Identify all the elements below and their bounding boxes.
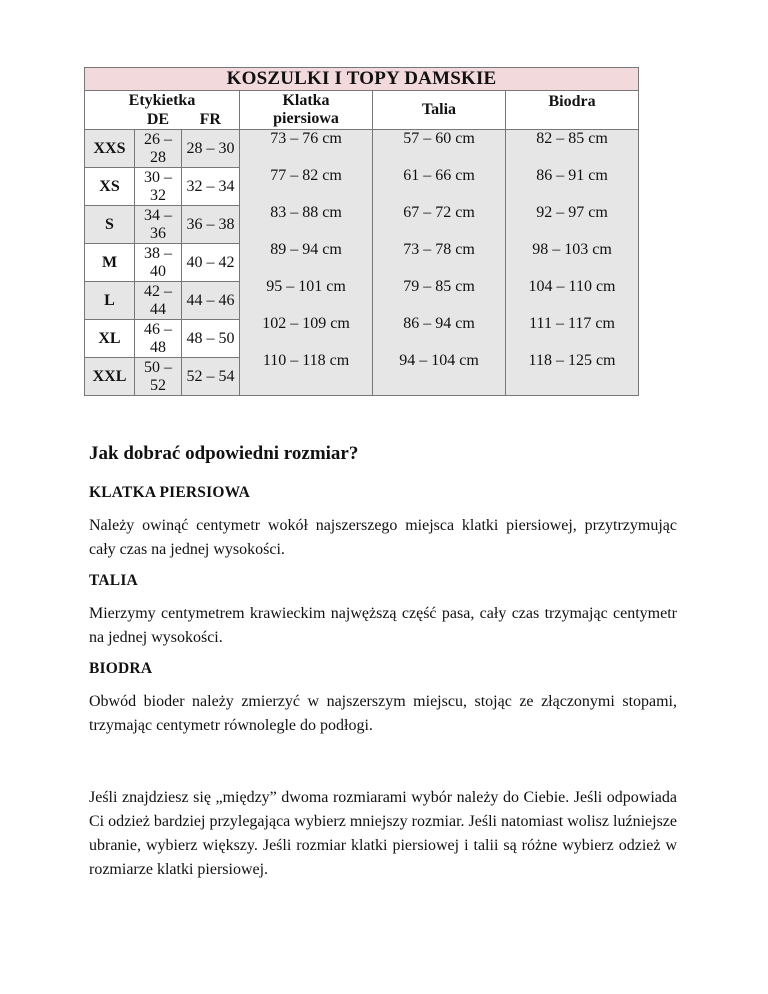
size-fr: 52 – 54 (182, 358, 240, 396)
biodra-value: 98 – 103 cm (532, 241, 612, 258)
klatka-column (240, 130, 373, 396)
talia-value: 79 – 85 cm (403, 278, 475, 295)
talia-value: 61 – 66 cm (403, 167, 475, 184)
size-label: M (85, 244, 135, 282)
talia-text: Mierzymy centymetrem krawieckim najwęższą część pasa, cały czas trzymając centymetr na jednej wysokości. (89, 605, 677, 646)
guide-heading: Jak dobrać odpowiedni rozmiar? (89, 443, 359, 464)
biodra-heading: BIODRA (89, 660, 153, 677)
size-fr: 32 – 34 (182, 168, 240, 206)
talia-value: 73 – 78 cm (403, 241, 475, 258)
size-table (84, 67, 639, 396)
klatka-value: 102 – 109 cm (262, 315, 350, 332)
biodra-value: 86 – 91 cm (536, 167, 608, 184)
size-label: XS (85, 168, 135, 206)
size-de: 26 – 28 (135, 130, 182, 168)
talia-value: 86 – 94 cm (403, 315, 475, 332)
klatka-value: 89 – 94 cm (270, 241, 342, 258)
size-fr: 44 – 46 (182, 282, 240, 320)
talia-value: 57 – 60 cm (403, 130, 475, 147)
header-klatka: Klatka piersiowa (240, 91, 373, 130)
size-fr: 48 – 50 (182, 320, 240, 358)
klatka-value: 110 – 118 cm (262, 352, 350, 369)
size-de: 34 – 36 (135, 206, 182, 244)
header-fr: FR (182, 111, 240, 130)
size-label: S (85, 206, 135, 244)
size-label: XL (85, 320, 135, 358)
klatka-value: 95 – 101 cm (266, 278, 346, 295)
talia-heading: TALIA (89, 572, 138, 589)
size-de: 42 – 44 (135, 282, 182, 320)
klatka-text: Należy owinąć centymetr wokół najszerszego miejsca klatki piersiowej, przytrzymując cały czas na jednej wysokości. (89, 517, 677, 558)
talia-value: 94 – 104 cm (399, 352, 479, 369)
talia-column (373, 130, 506, 396)
talia-value: 67 – 72 cm (403, 204, 475, 221)
biodra-text: Obwód bioder należy zmierzyć w najszerszym miejscu, stojąc ze złączonymi stopami, trzymając centymetr równolegle do podłogi. (89, 693, 677, 734)
klatka-value: 83 – 88 cm (270, 204, 342, 221)
size-de: 50 – 52 (135, 358, 182, 396)
klatka-value: 77 – 82 cm (270, 167, 342, 184)
size-label: XXL (85, 358, 135, 396)
klatka-value: 73 – 76 cm (270, 130, 342, 147)
biodra-value: 111 – 117 cm (529, 315, 615, 332)
size-label: L (85, 282, 135, 320)
header-talia: Talia (373, 91, 506, 130)
header-etykietka: Etykietka (85, 91, 240, 112)
size-de: 38 – 40 (135, 244, 182, 282)
size-fr: 36 – 38 (182, 206, 240, 244)
biodra-value: 104 – 110 cm (528, 278, 616, 295)
size-de: 46 – 48 (135, 320, 182, 358)
biodra-value: 118 – 125 cm (528, 352, 616, 369)
table-title: KOSZULKI I TOPY DAMSKIE (85, 68, 639, 91)
size-fr: 40 – 42 (182, 244, 240, 282)
klatka-heading: KLATKA PIERSIOWA (89, 484, 250, 501)
header-biodra: Biodra (506, 91, 639, 130)
size-de: 30 – 32 (135, 168, 182, 206)
biodra-value: 82 – 85 cm (536, 130, 608, 147)
biodra-column (506, 130, 639, 396)
size-fr: 28 – 30 (182, 130, 240, 168)
header-de: DE (135, 111, 182, 130)
table-row (85, 130, 639, 168)
size-label: XXS (85, 130, 135, 168)
footer-text: Jeśli znajdziesz się „między” dwoma rozmiarami wybór należy do Ciebie. Jeśli odpowiada Ci odzież bardziej przylegająca wybierz mniejszy rozmiar. Jeśli natomiast wolisz luźniejsze ubranie, wybierz większy. Jeśli rozmiar klatki piersiowej i talii są różne wybierz odzież w rozmiarze klatki piersiowej. (89, 789, 677, 878)
biodra-value: 92 – 97 cm (536, 204, 608, 221)
